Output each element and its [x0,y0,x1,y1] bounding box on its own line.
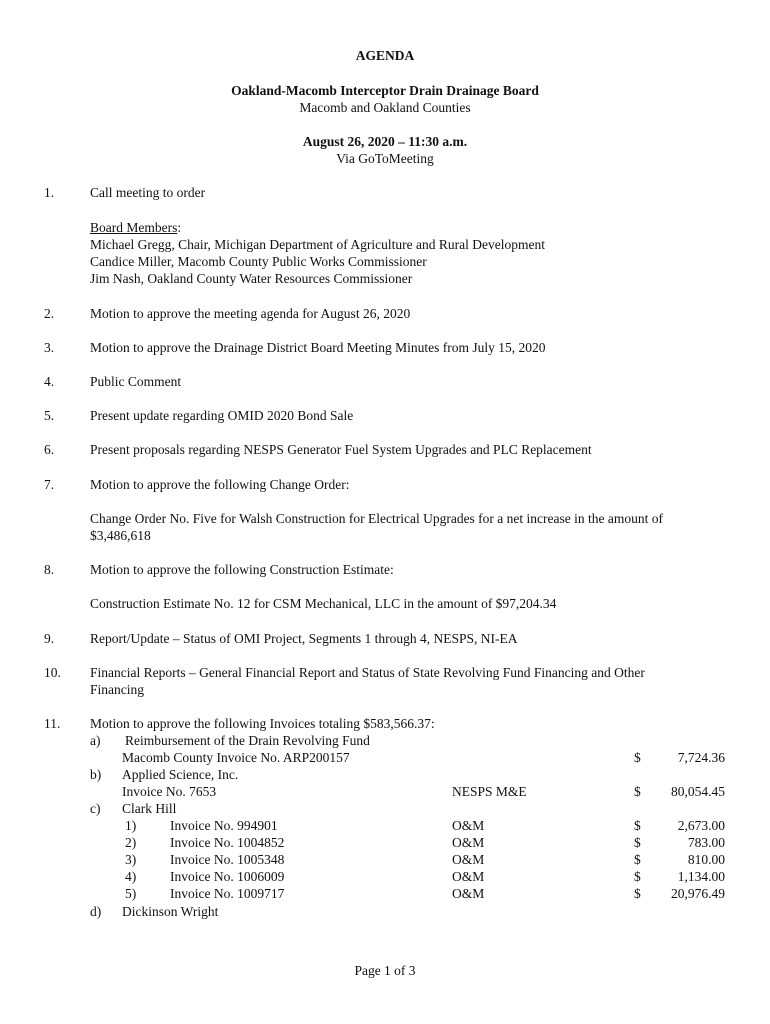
board-name: Oakland-Macomb Interceptor Drain Drainage Board [231,83,539,98]
item-number: 10. [44,665,61,680]
change-order-detail: Change Order No. Five for Walsh Construction for Electrical Upgrades for a net increase in the amount of $3,486,618 [90,511,663,543]
dollar-sign: $ [634,835,641,850]
item-text: Motion to approve the following Invoices totaling $583,566.37: [90,716,435,731]
item-number: 4. [44,374,55,389]
item-number: 11. [44,716,61,731]
item-text: Report/Update – Status of OMI Project, Segments 1 through 4, NESPS, NI-EA [90,631,518,646]
dollar-sign: $ [634,869,641,884]
board-member: Jim Nash, Oakland County Water Resources Commissioner [90,271,413,286]
sub-invoice-number: 5) [125,886,137,901]
item-number: 9. [44,631,55,646]
board-member: Michael Gregg, Chair, Michigan Department of Agriculture and Rural Development [90,237,545,252]
invoice-category: O&M [452,886,485,901]
invoice-amount: 20,976.49 [671,886,725,901]
invoice-amount: 783.00 [687,835,725,850]
sub-invoice-number: 4) [125,869,137,884]
vendor-name: Applied Science, Inc. [122,767,239,782]
page-number: Page 1 of 3 [354,963,416,978]
dollar-sign: $ [634,818,641,833]
invoice-letter: a) [90,733,101,748]
board-members-colon: : [177,220,182,235]
dollar-sign: $ [634,852,641,867]
vendor-name: Clark Hill [122,801,177,816]
item-text: Motion to approve the following Change Order: [90,477,350,492]
sub-invoice-line: Invoice No. 994901 [170,818,278,833]
item-number: 3. [44,340,55,355]
item-text: Public Comment [90,374,182,389]
dollar-sign: $ [634,886,641,901]
sub-invoice-line: Invoice No. 1009717 [170,886,285,901]
dollar-sign: $ [634,784,641,799]
item-text: Present proposals regarding NESPS Generator Fuel System Upgrades and PLC Replacement [90,442,592,457]
dollar-sign: $ [634,750,641,765]
item-text: Motion to approve the meeting agenda for August 26, 2020 [90,306,411,321]
board-members-heading [90,219,710,236]
invoice-category: O&M [452,869,485,884]
item-number: 6. [44,442,55,457]
invoice-letter: c) [90,801,101,816]
item-number: 2. [44,306,55,321]
item-text: Present update regarding OMID 2020 Bond Sale [90,408,354,423]
board-members-label: Board Members [90,220,178,235]
meeting-date: August 26, 2020 – 11:30 a.m. [302,134,468,149]
item-text: Motion to approve the Drainage District Board Meeting Minutes from July 15, 2020 [90,340,546,355]
sub-invoice-line: Invoice No. 1004852 [170,835,285,850]
sub-invoice-number: 1) [125,818,137,833]
meeting-via: Via GoToMeeting [336,151,434,166]
item-text: Call meeting to order [90,185,206,200]
agenda-title: AGENDA [355,48,415,63]
item-number: 1. [44,185,55,200]
item-number: 5. [44,408,55,423]
invoice-category: O&M [452,818,485,833]
vendor-name: Dickinson Wright [122,904,219,919]
invoice-letter: d) [90,904,102,919]
invoice-amount: 1,134.00 [677,869,725,884]
counties: Macomb and Oakland Counties [299,100,471,115]
construction-estimate-detail: Construction Estimate No. 12 for CSM Mechanical, LLC in the amount of $97,204.34 [90,596,557,611]
sub-invoice-line: Invoice No. 1006009 [170,869,285,884]
sub-invoice-number: 2) [125,835,137,850]
invoice-amount: 810.00 [687,852,725,867]
item-number: 7. [44,477,55,492]
invoice-amount: 80,054.45 [671,784,725,799]
invoice-amount: 7,724.36 [677,750,725,765]
invoice-letter: b) [90,767,102,782]
sub-invoice-line: Invoice No. 1005348 [170,852,285,867]
invoice-amount: 2,673.00 [677,818,725,833]
item-number: 8. [44,562,55,577]
invoice-category: O&M [452,852,485,867]
invoice-category: O&M [452,835,485,850]
sub-invoice-number: 3) [125,852,137,867]
invoice-line: Macomb County Invoice No. ARP200157 [122,750,350,765]
vendor-name: Reimbursement of the Drain Revolving Fund [125,733,370,748]
item-text: Motion to approve the following Construction Estimate: [90,562,394,577]
board-member: Candice Miller, Macomb County Public Works Commissioner [90,254,427,269]
invoice-category: NESPS M&E [452,784,527,799]
invoice-line: Invoice No. 7653 [122,784,217,799]
item-text: Financial Reports – General Financial Report and Status of State Revolving Fund Financing and Other Financing [90,665,645,697]
